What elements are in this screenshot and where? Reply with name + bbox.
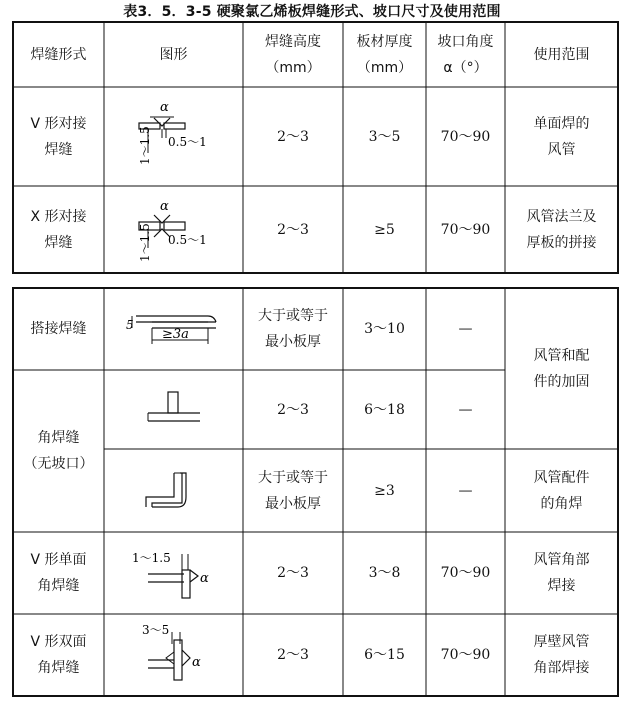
row-v-butt-scope <box>505 87 618 186</box>
v-double-gap-label: 3～5 <box>142 623 170 637</box>
lap-five-label: 5 <box>126 318 134 332</box>
form-line-1: V 形对接 <box>30 115 87 132</box>
header-figure-label: 图形 <box>159 46 188 63</box>
row-lap-form <box>13 288 104 370</box>
row-t-fillet-thickness: 6～18 <box>364 401 405 418</box>
header-form-label: 焊缝形式 <box>30 46 87 63</box>
form-line-1: V 形双面 <box>30 634 87 650</box>
row-corner-fillet-thickness: ≥3 <box>374 482 395 499</box>
gap-label: 0.5～1 <box>168 135 207 149</box>
height-line-2: 最小板厚 <box>265 334 321 350</box>
header-form <box>13 22 104 87</box>
row-x-butt-scope <box>505 186 618 273</box>
height-line-1: 大于或等于 <box>258 308 328 324</box>
header-angle-unit: α（°） <box>443 59 488 76</box>
row-v-single-angle: 70～90 <box>440 565 491 581</box>
v-single-gap-label: 1～1.5 <box>132 551 171 565</box>
form-line-1: 角焊缝 <box>37 430 80 446</box>
row-x-butt-form <box>13 186 104 273</box>
row-lap-angle: — <box>458 321 473 337</box>
scope-line-1: 风管配件 <box>533 469 590 486</box>
t-fillet-figure <box>104 370 243 449</box>
scope-line-2: 风管 <box>547 141 576 158</box>
lap-overlap-label: ≥3a <box>162 327 189 342</box>
row-corner-fillet-height <box>243 449 343 532</box>
row-v-double-angle: 70～90 <box>440 647 491 663</box>
v-single-fillet-figure <box>104 532 243 614</box>
row-x-butt-angle: 70～90 <box>440 221 491 238</box>
v-butt-weld-figure <box>104 87 243 186</box>
row-t-fillet-angle: — <box>458 401 473 418</box>
row-x-butt-thickness: ≥5 <box>374 221 395 238</box>
scope-line-1: 厚壁风管 <box>533 634 590 650</box>
scope-line-2: 焊接 <box>547 578 576 594</box>
header-figure <box>104 22 243 87</box>
scope-line-2: 件的加固 <box>533 373 590 390</box>
table-title: 表3．5．3-5 硬聚氯乙烯板焊缝形式、坡口尺寸及使用范围 <box>123 4 501 20</box>
alpha-label: α <box>192 655 201 670</box>
gap-label: 0.5～1 <box>168 233 207 247</box>
row-corner-fillet-angle: — <box>458 482 473 499</box>
fillet-form-merged <box>13 370 104 532</box>
header-height-label: 焊缝高度 <box>265 33 321 50</box>
height-line-2: 最小板厚 <box>265 495 321 512</box>
lap-scope-merged <box>505 288 618 449</box>
row-lap-height <box>243 288 343 370</box>
header-height-unit: （mm） <box>265 59 321 76</box>
form-line-2: 焊缝 <box>44 141 73 158</box>
form-line-1: X 形对接 <box>30 208 87 225</box>
lap-weld-figure <box>104 288 243 370</box>
form-line-2: 焊缝 <box>44 234 73 251</box>
row-v-single-scope <box>505 532 618 614</box>
row-v-butt-angle: 70～90 <box>440 128 491 145</box>
row-v-single-thickness: 3～8 <box>368 565 401 581</box>
scope-line-1: 风管角部 <box>533 552 590 568</box>
header-scope-label: 使用范围 <box>533 46 590 63</box>
alpha-label: α <box>160 199 169 214</box>
row-v-double-height: 2～3 <box>277 647 309 663</box>
form-line-2: 角焊缝 <box>37 660 80 676</box>
height-line-1: 大于或等于 <box>258 469 328 486</box>
scope-line-2: 角部焊接 <box>533 660 590 676</box>
row-v-single-height: 2～3 <box>277 565 309 581</box>
row-x-butt-height: 2～3 <box>277 221 309 238</box>
form-line-2: 角焊缝 <box>37 578 80 594</box>
form-line-1: V 形单面 <box>30 552 87 568</box>
header-height <box>243 22 343 87</box>
corner-fillet-figure <box>104 449 243 532</box>
row-v-single-form <box>13 532 104 614</box>
row-v-butt-height: 2～3 <box>277 128 309 145</box>
row-v-double-form <box>13 614 104 696</box>
header-angle <box>426 22 505 87</box>
row-v-double-thickness: 6～15 <box>364 647 405 663</box>
header-scope <box>505 22 618 87</box>
form-line-2: （无坡口） <box>23 456 94 472</box>
header-thickness-unit: （mm） <box>356 59 413 76</box>
scope-line-2: 的角焊 <box>540 495 583 512</box>
root-label: 1～1.5 <box>138 126 152 165</box>
scope-line-1: 风管法兰及 <box>526 208 597 225</box>
root-label: 1～1.5 <box>138 223 152 262</box>
header-angle-label: 坡口角度 <box>437 33 494 50</box>
v-double-fillet-figure <box>104 614 243 696</box>
scope-line-1: 单面焊的 <box>533 115 590 132</box>
form-line-1: 搭接焊缝 <box>30 321 87 337</box>
row-v-butt-form <box>13 87 104 186</box>
row-v-butt-thickness: 3～5 <box>368 128 401 145</box>
row-v-double-scope <box>505 614 618 696</box>
row-t-fillet-height: 2～3 <box>277 401 309 418</box>
alpha-label: α <box>160 100 169 115</box>
header-thickness <box>343 22 426 87</box>
x-butt-weld-figure <box>104 186 243 273</box>
scope-line-1: 风管和配 <box>533 347 590 364</box>
header-thickness-label: 板材厚度 <box>356 33 413 50</box>
alpha-label: α <box>200 571 209 586</box>
row-lap-thickness: 3～10 <box>364 321 405 337</box>
row-corner-fillet-scope <box>505 449 618 532</box>
scope-line-2: 厚板的拼接 <box>526 234 597 251</box>
